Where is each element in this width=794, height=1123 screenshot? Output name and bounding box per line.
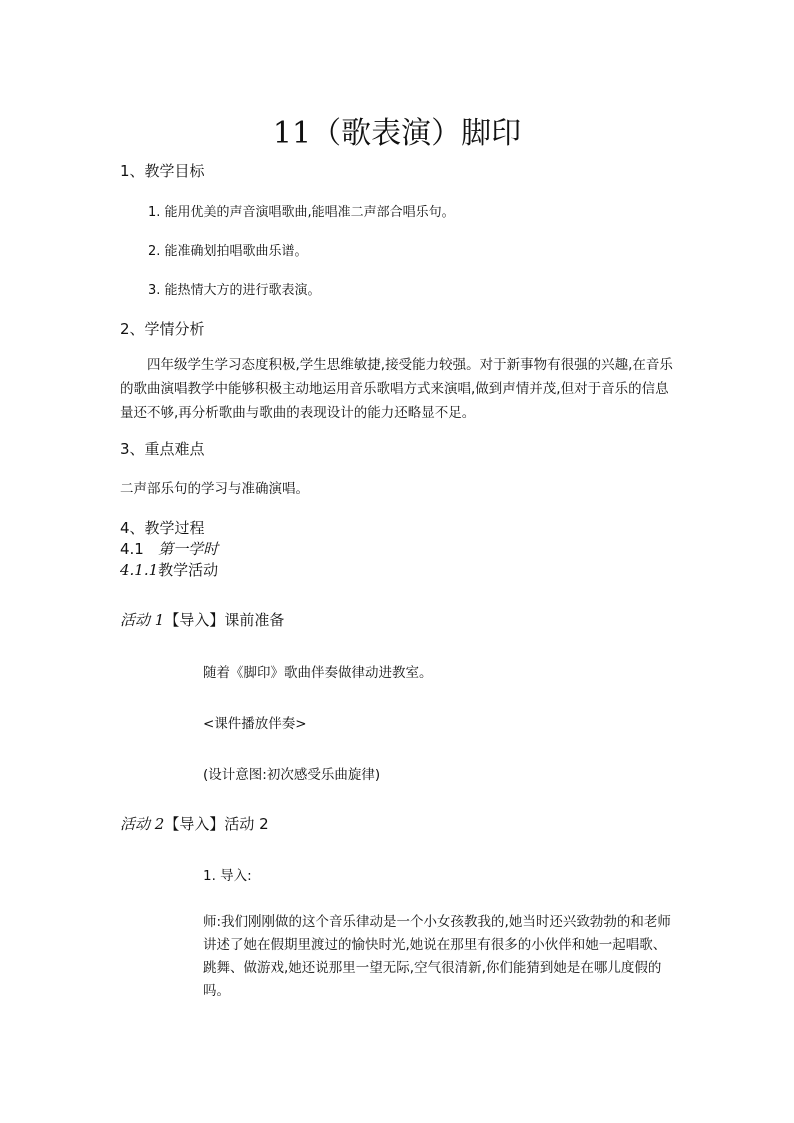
section-heading-key-points: 3、重点难点: [120, 440, 205, 458]
activity-1-line-2: <课件播放伴奏>: [203, 716, 307, 732]
section-heading-analysis: 2、学情分析: [120, 320, 205, 338]
subsection-4-1-number: 4.1: [120, 540, 144, 558]
key-points-text: 二声部乐句的学习与准确演唱。: [120, 481, 309, 497]
activity-2-heading: [120, 813, 269, 834]
activity-2-label: 【导入】活动 2: [164, 815, 269, 833]
subsection-4-1-1-label: 教学活动: [158, 561, 219, 579]
objective-item-2: 2. 能准确划拍唱歌曲乐谱。: [148, 244, 308, 259]
subsection-4-1-1: [120, 559, 218, 580]
activity-1-line-1: 随着《脚印》歌曲伴奏做律动进教室。: [203, 665, 433, 681]
subsection-4-1: [120, 538, 218, 559]
objective-item-1: 1. 能用优美的声音演唱歌曲,能唱准二声部合唱乐句。: [148, 205, 455, 220]
activity-2-prefix: 活动 2: [120, 815, 165, 833]
subsection-4-1-1-number: 4.1.1: [120, 561, 159, 579]
activity-1-heading: [120, 609, 284, 630]
activity-2-intro: 1. 导入:: [203, 868, 252, 884]
activity-1-line-3: (设计意图:初次感受乐曲旋律): [203, 767, 381, 783]
section-heading-process: 4、教学过程: [120, 519, 205, 537]
analysis-paragraph: [120, 353, 676, 425]
document-title: 11（歌表演）脚印: [272, 116, 522, 151]
analysis-text: 四年级学生学习态度积极,学生思维敏捷,接受能力较强。对于新事物有很强的兴趣,在音乐的歌曲演唱教学中能够积极主动地运用音乐歌唱方式来演唱,做到声情并茂,但对于音乐的信息量还不够,再分析歌曲与歌曲的表现设计的能力还略显不足。: [120, 357, 673, 421]
activity-2-text: 师:我们刚刚做的这个音乐律动是一个小女孩教我的,她当时还兴致勃勃的和老师讲述了她在假期里渡过的愉快时光,她说在那里有很多的小伙伴和她一起唱歌、跳舞、做游戏,她还说那里一望无际,空气很清新,你们能猜到她是在哪儿度假的吗。: [203, 914, 671, 999]
subsection-4-1-label: 第一学时: [158, 540, 219, 558]
objective-item-3: 3. 能热情大方的进行歌表演。: [148, 283, 321, 298]
activity-1-label: 【导入】课前准备: [164, 611, 285, 629]
activity-1-prefix: 活动 1: [120, 611, 165, 629]
section-heading-objectives: 1、教学目标: [120, 162, 205, 180]
